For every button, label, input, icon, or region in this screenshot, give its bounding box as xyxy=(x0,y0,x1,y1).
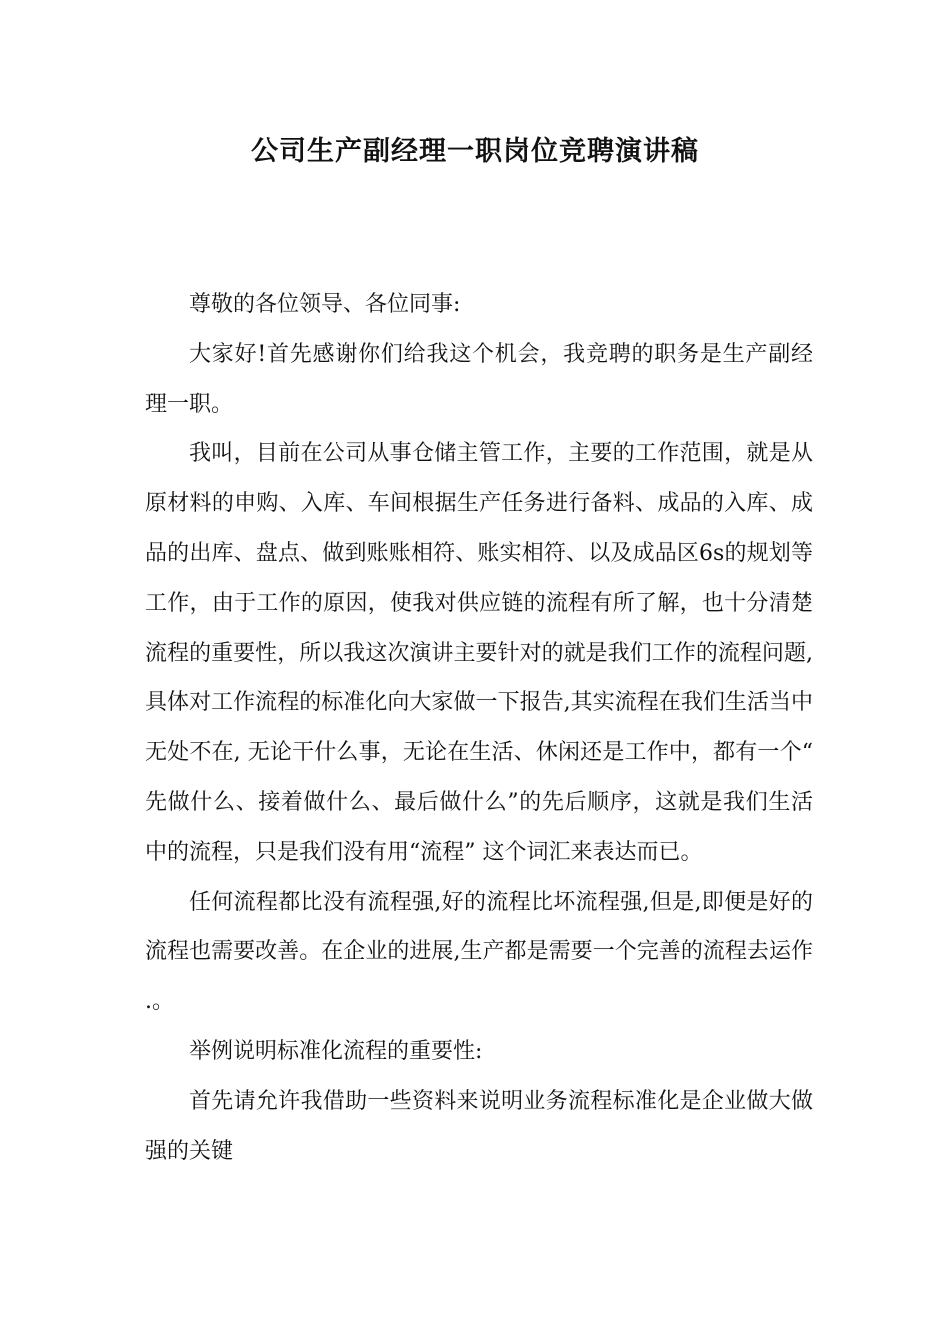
self-introduction-paragraph: 我叫，目前在公司从事仓储主管工作，主要的工作范围，就是从原材料的申购、入库、车间根据生产任务进行备料、成品的入库、成品的出库、盘点、做到账账相符、账实相符、以及成品区6s的规划等工作，由于工作的原因，使我对供应链的流程有所了解，也十分清楚流程的重要性，所以我这次演讲主要针对的就是我们工作的流程问题,具体对工作流程的标准化向大家做一下报告,其实流程在我们生活当中无处不在, 无论干什么事，无论在生活、休闲还是工作中，都有一个“先做什么、接着做什么、最后做什么”的先后顺序，这就是我们生活中的流程，只是我们没有用“流程” 这个词汇来表达而已。 xyxy=(145,441,813,865)
greeting-paragraph: 大家好!首先感谢你们给我这个机会，我竞聘的职务是生产副经理一职。 xyxy=(145,341,813,417)
document-title: 公司生产副经理一职岗位竞聘演讲稿 xyxy=(251,136,699,167)
closing-paragraph: 首先请允许我借助一些资料来说明业务流程标准化是企业做大做强的关键 xyxy=(145,1088,813,1164)
salutation-paragraph: 尊敬的各位领导、各位同事: xyxy=(189,292,461,317)
document-body xyxy=(145,280,813,1176)
process-improvement-paragraph: 任何流程都比没有流程强,好的流程比坏流程强,但是,即便是好的流程也需要改善。在企业的进展,生产都是需要一个完善的流程去运作.。 xyxy=(145,889,813,1015)
example-heading-paragraph: 举例说明标准化流程的重要性: xyxy=(189,1038,483,1064)
